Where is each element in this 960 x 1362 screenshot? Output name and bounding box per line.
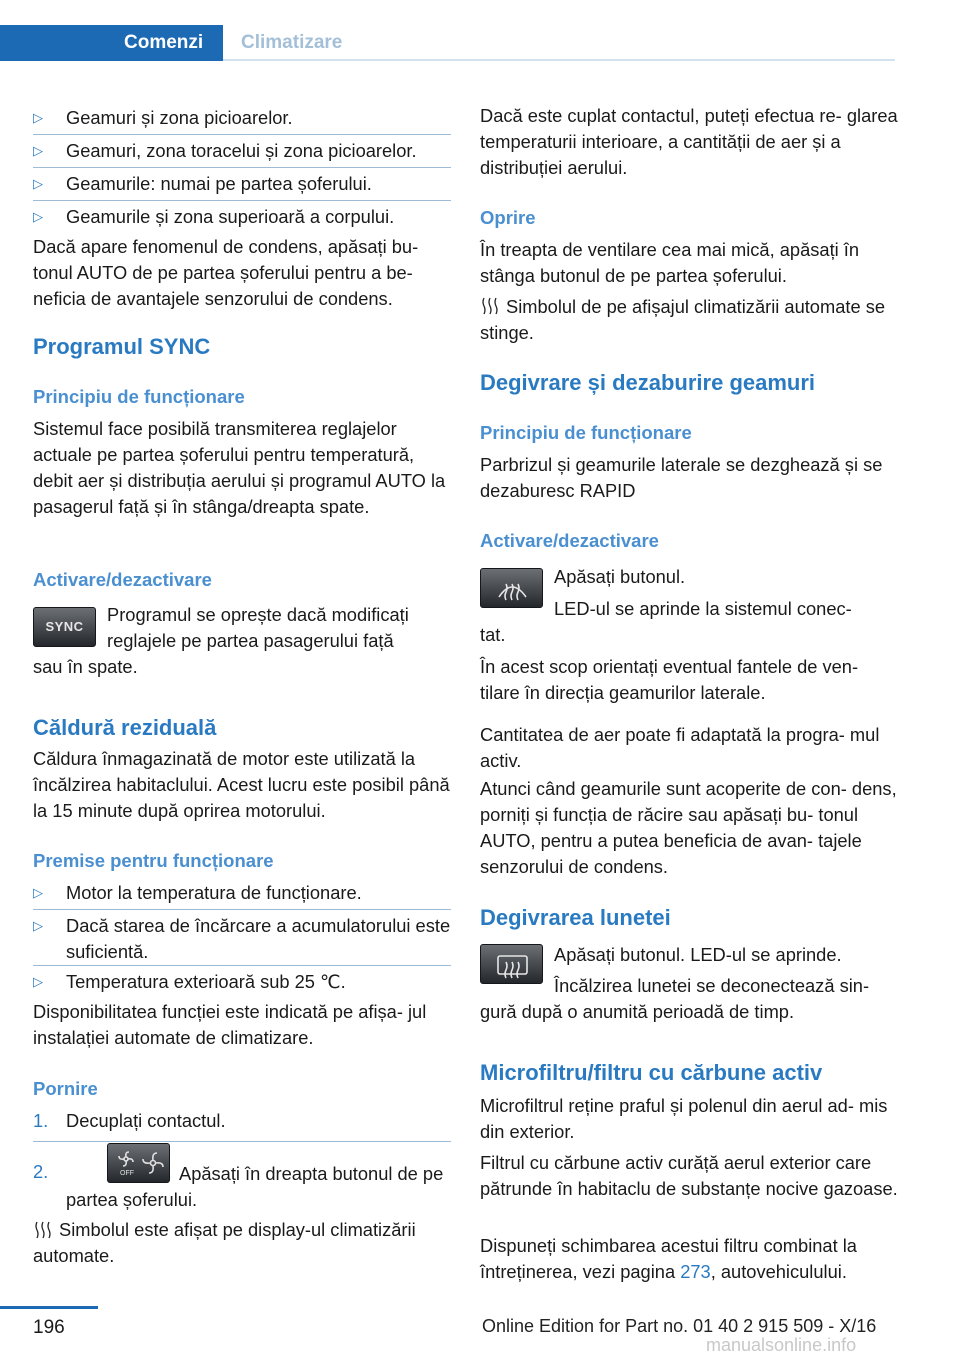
page-number: 196 [33, 1317, 65, 1338]
triangle-bullet-icon: ▷ [33, 974, 43, 989]
subsection-heading: Pornire [33, 1078, 98, 1099]
paragraph: Apăsați butonul. LED-ul se aprinde. [554, 944, 842, 965]
list-item: ▷ Geamuri și zona picioarelor. [33, 105, 451, 131]
paragraph: Căldura înmagazinată de motor este utilizată la încălzirea habitaclului. Acest lucru este posibil până la 15 minute după oprirea motorului. [33, 748, 450, 821]
divider [33, 200, 451, 201]
list-item: ▷ Temperatura exterioară sub 25 ℃. [33, 969, 451, 995]
list-item: ▷ Motor la temperatura de funcționare. [33, 880, 451, 906]
paragraph: LED-ul se aprinde la sistemul conec- [554, 598, 852, 619]
page-link[interactable]: 273 [680, 1261, 711, 1282]
section-heading: Microfiltru/filtru cu cărbune activ [480, 1060, 823, 1085]
tab-climatizare[interactable]: Climatizare [241, 32, 343, 53]
paragraph: Dacă apare fenomenul de condens, apăsați bu- tonul AUTO de pe partea șoferului pentru a be- neficia de avantajele senzorului de condens. [33, 236, 419, 309]
rear-window-defrost-icon [481, 945, 544, 985]
divider [33, 1141, 451, 1142]
paragraph: sau în spate. [33, 656, 138, 677]
section-heading: Programul SYNC [33, 334, 211, 359]
subsection-heading: Premise pentru funcționare [33, 850, 274, 871]
paragraph: Atunci când geamurile sunt acoperite de con- dens, porniți și funcția de răcire sau apăsați bu- tonul AUTO, pentru a putea beneficia de avan- tajele senzorului de condens. [480, 778, 897, 877]
paragraph: Sistemul face posibilă transmiterea reglajelor actuale pe partea șoferului pentru temperatură, debit aer și distribuția aerului și programul AUTO la pasagerul față și în stânga/dreapta spate. [33, 418, 446, 517]
paragraph: gură după o anumită perioadă de timp. [480, 1001, 795, 1022]
subsection-heading: Oprire [480, 207, 536, 228]
windshield-defrost-icon [481, 569, 544, 609]
list-item: ▷ Geamuri, zona toracelui și zona picioarelor. [33, 138, 451, 164]
triangle-bullet-icon: ▷ [33, 209, 43, 224]
section-heading: Căldură reziduală [33, 715, 217, 740]
paragraph: Încălzirea lunetei se deconectează sin- [554, 975, 870, 996]
list-item: 1. Decuplați contactul. [33, 1110, 226, 1131]
heat-waves-icon [33, 1221, 53, 1239]
paragraph: Cantitatea de aer poate fi adaptată la progra- mul activ. [480, 724, 880, 771]
paragraph: tat. [480, 624, 506, 645]
paragraph: În acest scop orientați eventual fantele de ven- tilare în direcția geamurilor laterale. [480, 656, 859, 703]
subsection-heading: Principiu de funcționare [480, 422, 692, 443]
triangle-bullet-icon: ▷ [33, 176, 43, 191]
list-item: ▷ Dacă starea de încărcare a acumulatorului este suficientă. [33, 915, 451, 962]
paragraph: Filtrul cu cărbune activ curăță aerul exterior care pătrunde în habitaclu de substanțe nocive gazoase. [480, 1152, 898, 1199]
divider [33, 167, 451, 168]
subsection-heading: Activare/dezactivare [33, 569, 212, 590]
list-item: ▷ Geamurile: numai pe partea șoferului. [33, 171, 451, 197]
svg-text:OFF: OFF [120, 1170, 134, 1177]
paragraph: Programul se oprește dacă modificați reglajele pe partea pasagerului față [107, 604, 409, 651]
divider [33, 965, 451, 966]
rear-window-defrost-button-image [480, 944, 543, 984]
paragraph: Dacă este cuplat contactul, puteți efectua re- glarea temperaturii interioare, a cantității de aer și a distribuției aerului. [480, 105, 898, 178]
paragraph: Parbrizul și geamurile laterale se dezghează și se dezaburesc RAPID [480, 454, 883, 501]
divider [33, 134, 451, 135]
sync-button-image: SYNC [33, 607, 96, 647]
list-item: ▷ Geamurile și zona superioară a corpului. [33, 204, 451, 230]
subsection-heading: Activare/dezactivare [480, 530, 659, 551]
subsection-heading: Principiu de funcționare [33, 386, 245, 407]
fan-off-icon [108, 1144, 171, 1184]
tab-comenzi[interactable]: Comenzi [0, 25, 223, 61]
triangle-bullet-icon: ▷ [33, 143, 43, 158]
triangle-bullet-icon: ▷ [33, 918, 43, 933]
section-heading: Degivrare și dezaburire geamuri [480, 370, 816, 395]
paragraph: Dispuneți schimbarea acestui filtru combinat la întreținerea, vezi pagina 273, autovehiculului. [480, 1235, 857, 1282]
paragraph: Apăsați butonul. [554, 566, 686, 587]
paragraph: Disponibilitatea funcției este indicată pe afișa- jul instalației automate de climatizare. [33, 1001, 427, 1048]
chapter-tabs [0, 25, 895, 61]
paragraph: Apăsați în dreapta butonul de pe [179, 1163, 444, 1184]
edition-line: Online Edition for Part no. 01 40 2 915 509 - X/16 [482, 1316, 877, 1336]
footer-rule [0, 1306, 98, 1309]
paragraph: Simbolul este afișat pe display-ul climatizării automate. [33, 1219, 416, 1266]
paragraph: partea șoferului. [66, 1189, 198, 1210]
watermark: manualsonline.info [706, 1335, 857, 1355]
windshield-defrost-button-image [480, 568, 543, 608]
triangle-bullet-icon: ▷ [33, 110, 43, 125]
divider [33, 909, 451, 910]
paragraph: Simbolul de pe afișajul climatizării automate se stinge. [480, 296, 886, 343]
section-heading: Degivrarea lunetei [480, 905, 671, 930]
fan-button-image [107, 1143, 170, 1183]
triangle-bullet-icon: ▷ [33, 885, 43, 900]
paragraph: În treapta de ventilare cea mai mică, apăsați în stânga butonul de pe partea șoferului. [480, 239, 860, 286]
paragraph: Microfiltrul reține praful și polenul din aerul ad- mis din exterior. [480, 1095, 888, 1142]
